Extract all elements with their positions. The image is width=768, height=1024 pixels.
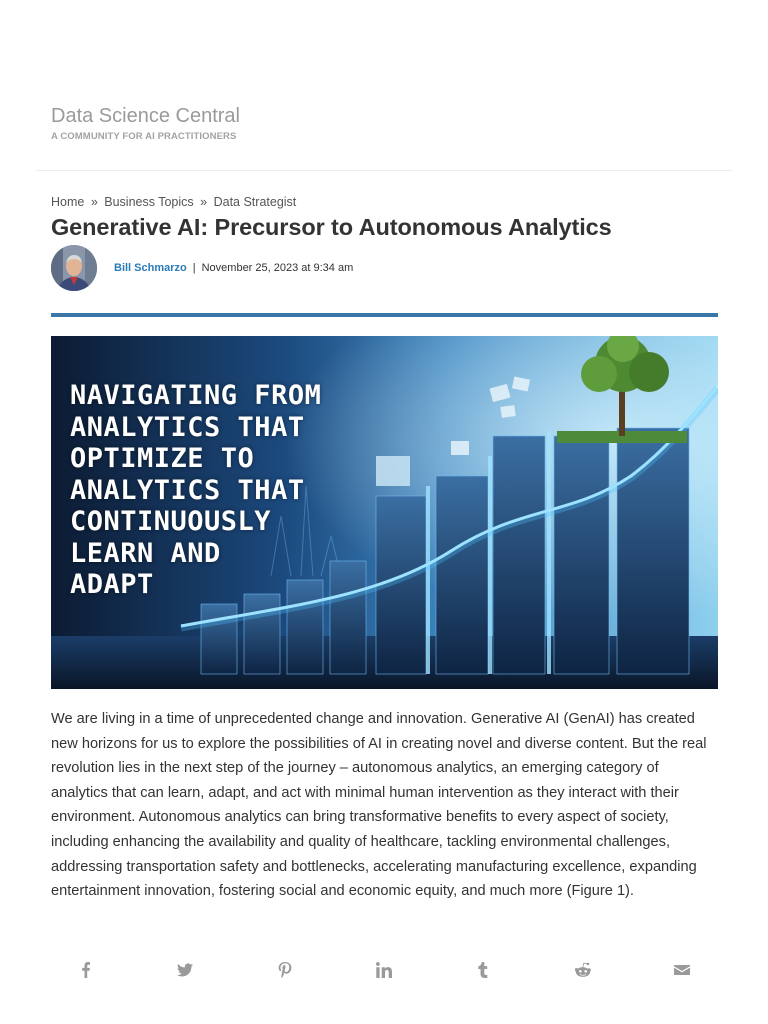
email-icon bbox=[674, 962, 690, 978]
hero-line: OPTIMIZE TO bbox=[70, 443, 255, 474]
share-twitter-button[interactable] bbox=[135, 956, 234, 984]
author-link[interactable]: Bill Schmarzo bbox=[114, 262, 187, 274]
page-title: Generative AI: Precursor to Autonomous Analytics bbox=[51, 214, 612, 240]
hero-line: LEARN AND bbox=[70, 537, 221, 569]
hero-line: NAVIGATING FROM bbox=[70, 380, 322, 411]
hero-line: ANALYTICS THAT bbox=[70, 411, 305, 443]
facebook-icon bbox=[78, 962, 94, 978]
site-title[interactable]: Data Science Central bbox=[51, 105, 240, 127]
hero-line: ANALYTICS THAT bbox=[70, 474, 305, 506]
hero-line: CONTINUOUSLY bbox=[70, 506, 272, 537]
header-divider bbox=[36, 170, 732, 171]
hero-headline bbox=[70, 380, 390, 601]
breadcrumb-data-strategist-link[interactable]: Data Strategist bbox=[213, 195, 297, 209]
share-reddit-button[interactable] bbox=[533, 956, 632, 984]
author-avatar[interactable] bbox=[51, 245, 97, 291]
byline-separator: | bbox=[192, 262, 196, 274]
share-linkedin-button[interactable] bbox=[334, 956, 433, 984]
publish-date: November 25, 2023 at 9:34 am bbox=[201, 262, 354, 274]
breadcrumb-separator: » bbox=[200, 195, 208, 209]
breadcrumb-separator: » bbox=[90, 195, 98, 209]
site-tagline: A COMMUNITY FOR AI PRACTITIONERS bbox=[51, 131, 237, 142]
breadcrumb bbox=[51, 195, 296, 209]
share-pinterest-button[interactable] bbox=[235, 956, 334, 984]
pinterest-icon bbox=[277, 962, 293, 978]
share-bar bbox=[36, 956, 732, 984]
linkedin-icon bbox=[376, 962, 392, 978]
twitter-icon bbox=[177, 962, 193, 978]
article-byline bbox=[51, 245, 353, 291]
breadcrumb-business-topics-link[interactable]: Business Topics bbox=[104, 195, 194, 209]
share-facebook-button[interactable] bbox=[36, 956, 135, 984]
hero-line: ADAPT bbox=[70, 569, 154, 600]
hero-image bbox=[51, 336, 718, 689]
title-accent-bar bbox=[51, 313, 718, 317]
breadcrumb-home-link[interactable]: Home bbox=[51, 195, 85, 209]
share-email-button[interactable] bbox=[633, 956, 732, 984]
tumblr-icon bbox=[475, 962, 491, 978]
article-paragraph: We are living in a time of unprecedented change and innovation. Generative AI (GenAI) has created new horizons for us to explore the possibilities of AI in creating novel and diverse content. But the real revolution lies in the next step of the journey – autonomous analytics, an emerging category of analytics that can learn, adapt, and act with minimal human intervention as they interact with their environment. Autonomous analytics can bring transformative benefits to every aspect of society, including enhancing the availability and quality of healthcare, tackling environmental challenges, addressing transportation safety and bottlenecks, accelerating manufacturing excellence, expanding entertainment innovation, fostering social and economic equity, and much more (Figure 1). bbox=[51, 711, 707, 900]
share-tumblr-button[interactable] bbox=[434, 956, 533, 984]
site-header bbox=[51, 104, 240, 142]
reddit-icon bbox=[575, 962, 591, 978]
